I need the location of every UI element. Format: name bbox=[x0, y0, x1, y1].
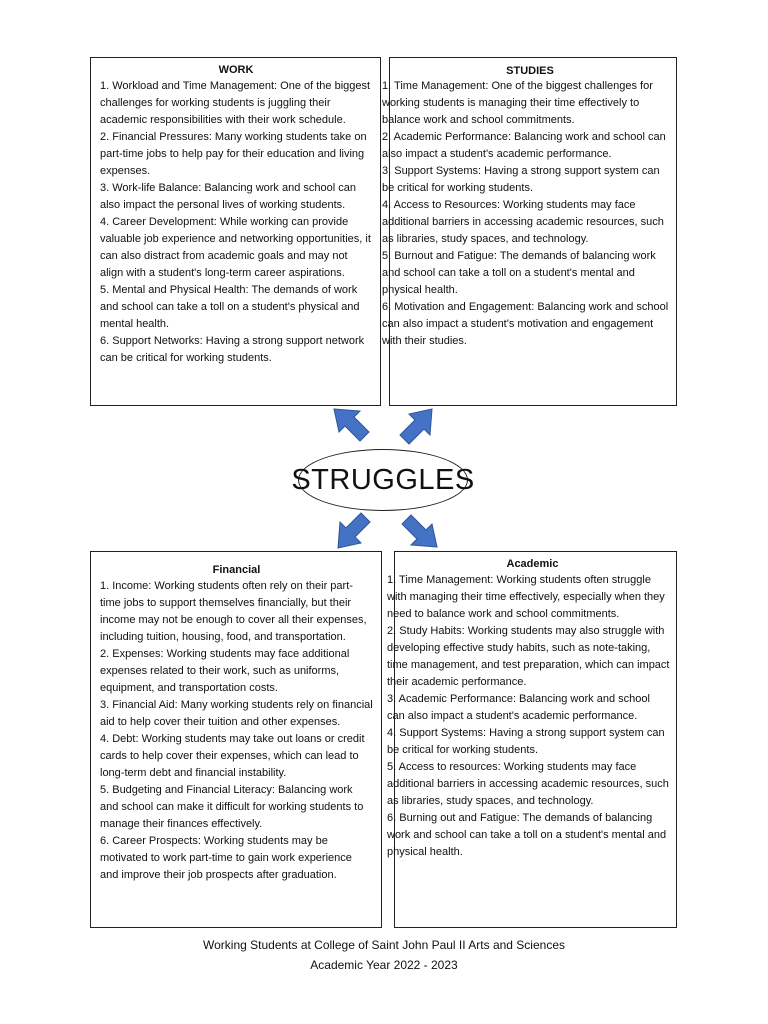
studies-item: 5. Burnout and Fatigue: The demands of balancing work and school can take a toll on a student's mental and physical health. bbox=[382, 250, 656, 296]
financial-item: 6. Career Prospects: Working students may be motivated to work part-time to gain work experience and improve their job prospects after graduation. bbox=[100, 835, 352, 881]
arrow-down-left-icon bbox=[338, 513, 370, 548]
studies-item: 2. Academic Performance: Balancing work and school can also impact a student's academic performance. bbox=[382, 131, 666, 160]
academic-item: 4. Support Systems: Having a strong support system can be critical for working students. bbox=[387, 727, 665, 756]
academic-box bbox=[387, 551, 677, 928]
studies-title: STUDIES bbox=[506, 65, 554, 77]
struggles-label: STRUGGLES bbox=[291, 463, 475, 496]
financial-item: 3. Financial Aid: Many working students rely on financial aid to help cover their tuition and other expenses. bbox=[100, 699, 373, 728]
academic-item: 6. Burning out and Fatigue: The demands of balancing work and school can take a toll on a student's mental and physical health. bbox=[387, 812, 667, 858]
financial-item: 2. Expenses: Working students may face additional expenses related to their work, such as uniforms, equipment, and transportation costs. bbox=[100, 648, 350, 694]
financial-item: 5. Budgeting and Financial Literacy: Balancing work and school can make it difficult for working students to manage their finances effectively. bbox=[100, 784, 364, 830]
academic-title: Academic bbox=[506, 558, 559, 570]
financial-item: 1. Income: Working students often rely on their part-time jobs to support themselves financially, but their income may not be enough to cover all their expenses, including tuition, housing, food, and transportation. bbox=[100, 580, 367, 643]
studies-item: 6. Motivation and Engagement: Balancing work and school can also impact a student's motivation and engagement with their studies. bbox=[382, 301, 669, 347]
work-box bbox=[90, 57, 381, 406]
academic-item: 1. Time Management: Working students often struggle with managing their time effectively, especially when they need to balance work and school commitments. bbox=[387, 574, 665, 620]
studies-box bbox=[382, 57, 677, 406]
studies-item: 3. Support Systems: Having a strong support system can be critical for working students. bbox=[382, 165, 660, 194]
academic-item: 5. Access to resources: Working students may face additional barriers in accessing academic resources, such as libraries, study spaces, and technology. bbox=[387, 761, 669, 807]
arrow-up-right-icon bbox=[400, 409, 432, 444]
work-item: 5. Mental and Physical Health: The demands of work and school can take a toll on a student's physical and mental health. bbox=[100, 284, 360, 330]
studies-item: 4. Access to Resources: Working students may face additional barriers in accessing academic resources, such as libraries, study spaces, and technology. bbox=[382, 199, 664, 245]
academic-item: 2. Study Habits: Working students may also struggle with developing effective study habits, such as note-taking, time management, and test preparation, which can impact their academic performance. bbox=[387, 625, 670, 688]
work-item: 6. Support Networks: Having a strong support network can be critical for working students. bbox=[100, 335, 365, 364]
work-item: 2. Financial Pressures: Many working students take on part-time jobs to help pay for their education and living expenses. bbox=[100, 131, 367, 177]
studies-item: 1. Time Management: One of the biggest challenges for working students is managing their time effectively to balance work and school commitments. bbox=[382, 80, 653, 126]
financial-title: Financial bbox=[212, 564, 261, 576]
financial-box bbox=[90, 551, 382, 928]
academic-item: 3. Academic Performance: Balancing work and school can also impact a student's academic performance. bbox=[387, 693, 650, 722]
work-item: 1. Workload and Time Management: One of the biggest challenges for working students is juggling their academic responsibilities with their work schedule. bbox=[100, 80, 371, 126]
footer-year: Academic Year 2022 - 2023 bbox=[310, 958, 458, 972]
work-item: 4. Career Development: While working can provide valuable job experience and networking opportunities, it can also distract from academic goals and may not align with a student's long-term career aspirations. bbox=[100, 216, 371, 279]
financial-item: 4. Debt: Working students may take out loans or credit cards to help cover their expenses, which can lead to long-term debt and financial instability. bbox=[100, 733, 365, 779]
arrow-down-right-icon bbox=[402, 515, 437, 547]
work-title: WORK bbox=[218, 64, 254, 76]
work-item: 3. Work-life Balance: Balancing work and school can also impact the personal lives of working students. bbox=[100, 182, 356, 211]
arrow-up-left-icon bbox=[334, 409, 369, 441]
footer-title: Working Students at College of Saint John Paul II Arts and Sciences bbox=[203, 938, 565, 952]
struggles-oval bbox=[291, 449, 475, 511]
